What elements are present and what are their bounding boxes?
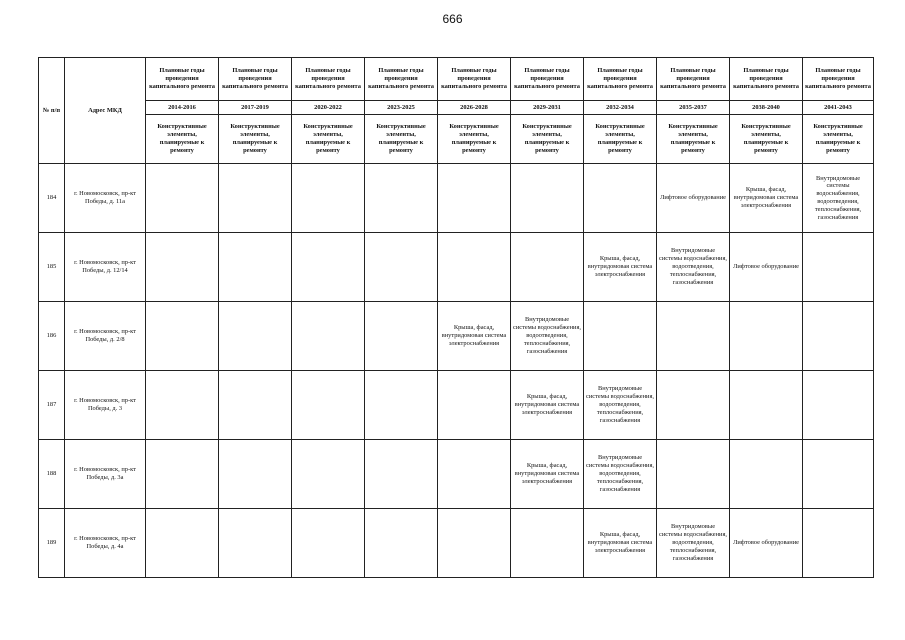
table-cell <box>365 440 438 509</box>
header-address: Адрес МКД <box>65 58 146 164</box>
header-row-years <box>39 101 874 115</box>
row-number: 184 <box>39 164 65 233</box>
table-cell: Лифтовое оборудование <box>730 233 803 302</box>
table-cell <box>730 371 803 440</box>
header-years: 2017-2019 <box>219 101 292 115</box>
table-cell <box>365 509 438 578</box>
header-plan: Плановые годы проведения капитального ремонта <box>365 58 438 101</box>
table-row <box>39 371 874 440</box>
header-elements: Конструктивные элементы, планируемые к ремонту <box>803 115 874 164</box>
table-cell <box>146 440 219 509</box>
table-cell <box>219 440 292 509</box>
table-cell <box>219 302 292 371</box>
table-cell <box>803 440 874 509</box>
header-elements: Конструктивные элементы, планируемые к ремонту <box>730 115 803 164</box>
row-number: 185 <box>39 233 65 302</box>
table-cell <box>146 302 219 371</box>
header-years: 2020-2022 <box>292 101 365 115</box>
table-cell <box>219 509 292 578</box>
table-row <box>39 509 874 578</box>
header-elements: Конструктивные элементы, планируемые к ремонту <box>584 115 657 164</box>
row-address: г. Новомосковск, пр-кт Победы, д. 2/8 <box>65 302 146 371</box>
row-address: г. Новомосковск, пр-кт Победы, д. 3 <box>65 371 146 440</box>
table-cell <box>511 164 584 233</box>
header-plan: Плановые годы проведения капитального ремонта <box>657 58 730 101</box>
table-cell: Лифтовое оборудование <box>657 164 730 233</box>
table-cell: Крыша, фасад, внутридомовая система электроснабжения <box>584 233 657 302</box>
table-cell: Внутридомовые системы водоснабжения, водоотведения, теплоснабжения, газоснабжения <box>657 233 730 302</box>
row-number: 188 <box>39 440 65 509</box>
table-cell <box>730 302 803 371</box>
table-row <box>39 302 874 371</box>
header-plan: Плановые годы проведения капитального ремонта <box>146 58 219 101</box>
table-cell <box>146 164 219 233</box>
table-cell <box>730 440 803 509</box>
header-elements: Конструктивные элементы, планируемые к ремонту <box>511 115 584 164</box>
header-years: 2026-2028 <box>438 101 511 115</box>
header-elements: Конструктивные элементы, планируемые к ремонту <box>657 115 730 164</box>
header-plan: Плановые годы проведения капитального ремонта <box>511 58 584 101</box>
repair-schedule-table <box>38 57 874 578</box>
header-num: № п/п <box>39 58 65 164</box>
row-number: 189 <box>39 509 65 578</box>
header-elements: Конструктивные элементы, планируемые к ремонту <box>292 115 365 164</box>
header-years: 2032-2034 <box>584 101 657 115</box>
table-cell <box>511 509 584 578</box>
table-row <box>39 233 874 302</box>
table-cell <box>365 164 438 233</box>
table-cell: Лифтовое оборудование <box>730 509 803 578</box>
table-cell <box>292 233 365 302</box>
header-years: 2041-2043 <box>803 101 874 115</box>
table-cell <box>219 371 292 440</box>
row-number: 187 <box>39 371 65 440</box>
table-cell <box>146 233 219 302</box>
table-cell <box>365 233 438 302</box>
table-cell <box>292 371 365 440</box>
header-elements: Конструктивные элементы, планируемые к ремонту <box>365 115 438 164</box>
row-address: г. Новомосковск, пр-кт Победы, д. 11а <box>65 164 146 233</box>
table-cell: Крыша, фасад, внутридомовая система электроснабжения <box>438 302 511 371</box>
table-cell <box>584 164 657 233</box>
table-cell <box>365 302 438 371</box>
table-cell: Внутридомовые системы водоснабжения, водоотведения, теплоснабжения, газоснабжения <box>803 164 874 233</box>
table-row <box>39 440 874 509</box>
table-cell <box>803 302 874 371</box>
header-plan: Плановые годы проведения капитального ремонта <box>730 58 803 101</box>
table-cell: Внутридомовые системы водоснабжения, водоотведения, теплоснабжения, газоснабжения <box>584 440 657 509</box>
table-cell <box>803 509 874 578</box>
header-years: 2029-2031 <box>511 101 584 115</box>
header-elements: Конструктивные элементы, планируемые к ремонту <box>146 115 219 164</box>
table-cell <box>292 440 365 509</box>
row-address: г. Новомосковск, пр-кт Победы, д. 3а <box>65 440 146 509</box>
table-cell <box>657 440 730 509</box>
table-cell <box>803 371 874 440</box>
table-cell <box>657 302 730 371</box>
header-plan: Плановые годы проведения капитального ремонта <box>438 58 511 101</box>
row-address: г. Новомосковск, пр-кт Победы, д. 12/14 <box>65 233 146 302</box>
header-elements: Конструктивные элементы, планируемые к ремонту <box>438 115 511 164</box>
table-cell: Внутридомовые системы водоснабжения, водоотведения, теплоснабжения, газоснабжения <box>511 302 584 371</box>
table-cell <box>803 233 874 302</box>
table-cell: Крыша, фасад, внутридомовая система электроснабжения <box>511 371 584 440</box>
row-number: 186 <box>39 302 65 371</box>
table-cell <box>438 164 511 233</box>
table-cell: Внутридомовые системы водоснабжения, водоотведения, теплоснабжения, газоснабжения <box>657 509 730 578</box>
table-cell <box>292 509 365 578</box>
table-cell <box>438 440 511 509</box>
header-row-plan <box>39 58 874 101</box>
header-plan: Плановые годы проведения капитального ремонта <box>292 58 365 101</box>
table-cell <box>438 371 511 440</box>
table-cell <box>146 371 219 440</box>
table-cell: Крыша, фасад, внутридомовая система электроснабжения <box>511 440 584 509</box>
header-plan: Плановые годы проведения капитального ремонта <box>803 58 874 101</box>
table-cell <box>146 509 219 578</box>
header-years: 2035-2037 <box>657 101 730 115</box>
header-elements: Конструктивные элементы, планируемые к ремонту <box>219 115 292 164</box>
table-cell <box>292 164 365 233</box>
table-cell <box>365 371 438 440</box>
header-plan: Плановые годы проведения капитального ремонта <box>219 58 292 101</box>
table-cell <box>438 509 511 578</box>
table-cell <box>219 164 292 233</box>
header-years: 2038-2040 <box>730 101 803 115</box>
header-years: 2014-2016 <box>146 101 219 115</box>
header-plan: Плановые годы проведения капитального ремонта <box>584 58 657 101</box>
table-row <box>39 164 874 233</box>
page-number: 666 <box>442 12 463 26</box>
row-address: г. Новомосковск, пр-кт Победы, д. 4а <box>65 509 146 578</box>
table-cell <box>584 302 657 371</box>
table-cell <box>657 371 730 440</box>
table-cell <box>438 233 511 302</box>
table-cell: Крыша, фасад, внутридомовая система электроснабжения <box>730 164 803 233</box>
header-years: 2023-2025 <box>365 101 438 115</box>
table-cell <box>511 233 584 302</box>
table-cell <box>292 302 365 371</box>
table-cell <box>219 233 292 302</box>
table-cell: Внутридомовые системы водоснабжения, водоотведения, теплоснабжения, газоснабжения <box>584 371 657 440</box>
header-row-elements <box>39 115 874 164</box>
table-cell: Крыша, фасад, внутридомовая система электроснабжения <box>584 509 657 578</box>
